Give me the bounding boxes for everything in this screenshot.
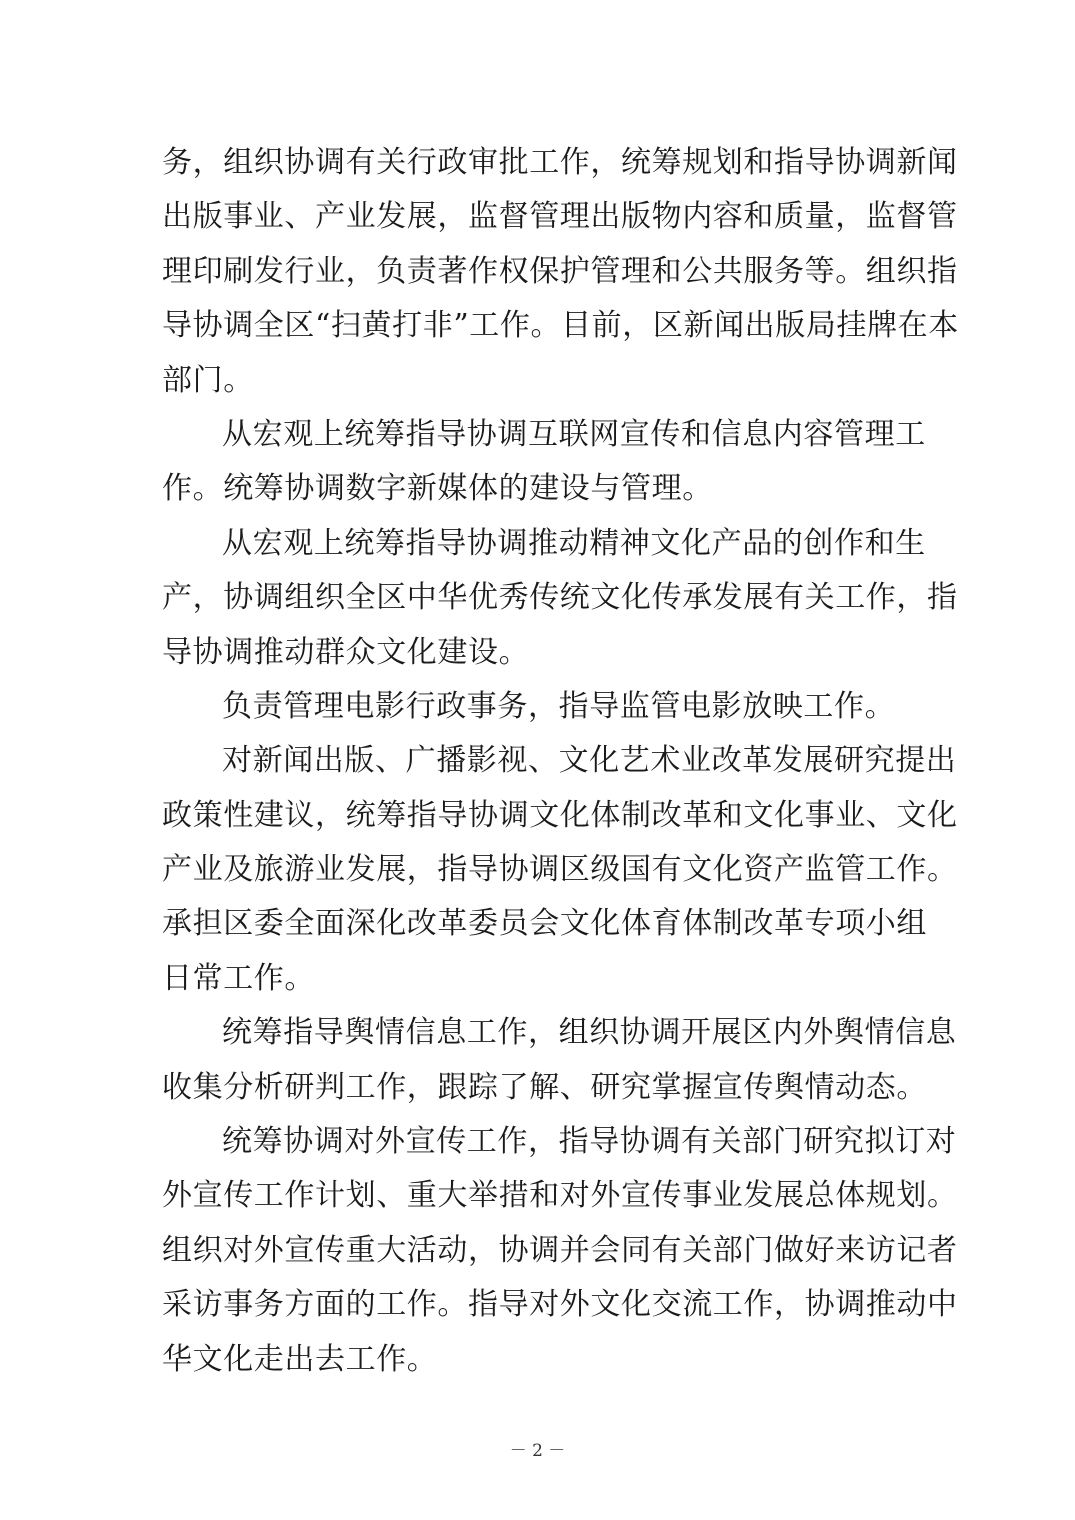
page-number: － 2 － [509,1441,566,1461]
text-line: 导协调推动群众文化建设。 [162,634,530,670]
text-line: 理印刷发行业，负责著作权保护管理和公共服务等。组织指 [162,253,958,289]
text-line: 统筹指导舆情信息工作，组织协调开展区内外舆情信息 [222,1015,957,1051]
text-line: 从宏观上统筹指导协调推动精神文化产品的创作和生 [222,525,926,561]
text-line: 组织对外宣传重大活动，协调并会同有关部门做好来访记者 [162,1232,958,1268]
text-line: 政策性建议，统筹指导协调文化体制改革和文化事业、文化 [162,797,958,833]
text-line: 出版事业、产业发展，监督管理出版物内容和质量，监督管 [162,199,958,235]
text-line: 从宏观上统筹指导协调互联网宣传和信息内容管理工 [222,416,926,452]
text-line: 产，协调组织全区中华优秀传统文化传承发展有关工作，指 [162,580,958,616]
body-text [162,136,959,1387]
text-line: 华文化走出去工作。 [162,1341,438,1377]
text-line: 作。统筹协调数字新媒体的建设与管理。 [162,471,713,507]
text-line: 日常工作。 [162,960,315,996]
text-line: 对新闻出版、广播影视、文化艺术业改革发展研究提出 [222,743,957,779]
text-line: 部门。 [162,362,254,398]
text-line: 采访事务方面的工作。指导对外文化交流工作，协调推动中 [162,1287,958,1323]
text-line: 务，组织协调有关行政审批工作，统筹规划和指导协调新闻 [162,145,958,180]
text-line: 产业及旅游业发展，指导协调区级国有文化资产监管工作。 [162,852,958,888]
text-line: 导协调全区“扫黄打非”工作。目前，区新闻出版局挂牌在本 [162,308,959,344]
text-line: 统筹协调对外宣传工作，指导协调有关部门研究拟订对 [222,1124,957,1160]
text-line: 负责管理电影行政事务，指导监管电影放映工作。 [222,688,896,724]
text-line: 承担区委全面深化改革委员会文化体育体制改革专项小组 [162,906,927,942]
text-line: 外宣传工作计划、重大举措和对外宣传事业发展总体规划。 [162,1178,958,1214]
text-line: 收集分析研判工作，跟踪了解、研究掌握宣传舆情动态。 [162,1069,927,1105]
